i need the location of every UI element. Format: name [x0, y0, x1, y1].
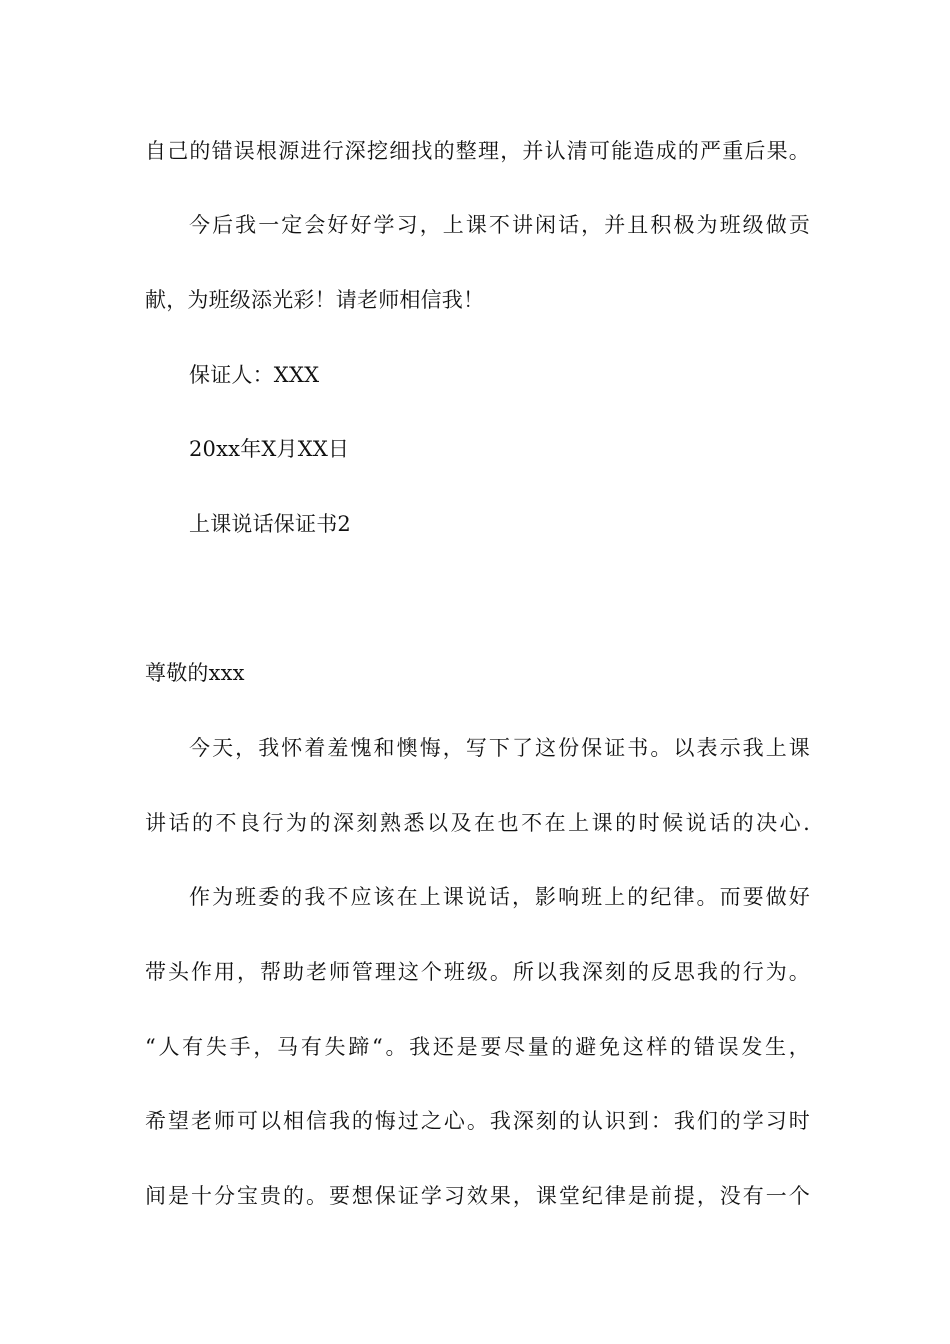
text-line-8: 今天，我怀着羞愧和懊悔，写下了这份保证书。以表示我上课 — [189, 736, 810, 760]
text-line-12: “人有失手，马有失蹄“。我还是要尽量的避免这样的错误发生， — [145, 1035, 810, 1059]
date-line: 20xx年X月XX日 — [189, 437, 350, 461]
text-line-2: 今后我一定会好好学习，上课不讲闲话，并且积极为班级做贡 — [189, 213, 810, 237]
text-line-9: 讲话的不良行为的深刻熟悉以及在也不在上课的时候说话的决心. — [145, 811, 810, 835]
text-line-14: 间是十分宝贵的。要想保证学习效果，课堂纪律是前提，没有一个 — [145, 1184, 810, 1208]
text-line-3: 献，为班级添光彩！请老师相信我！ — [145, 288, 485, 312]
text-line-10: 作为班委的我不应该在上课说话，影响班上的纪律。而要做好 — [189, 885, 810, 909]
section-title: 上课说话保证书2 — [189, 512, 351, 536]
salutation-line: 尊敬的xxx — [145, 661, 245, 685]
guarantor-line: 保证人：XXX — [189, 363, 320, 387]
text-line-11: 带头作用，帮助老师管理这个班级。所以我深刻的反思我的行为。 — [145, 960, 810, 984]
text-line-1: 自己的错误根源进行深挖细找的整理，并认清可能造成的严重后果。 — [145, 139, 810, 163]
text-line-13: 希望老师可以相信我的悔过之心。我深刻的认识到：我们的学习时 — [145, 1109, 810, 1133]
